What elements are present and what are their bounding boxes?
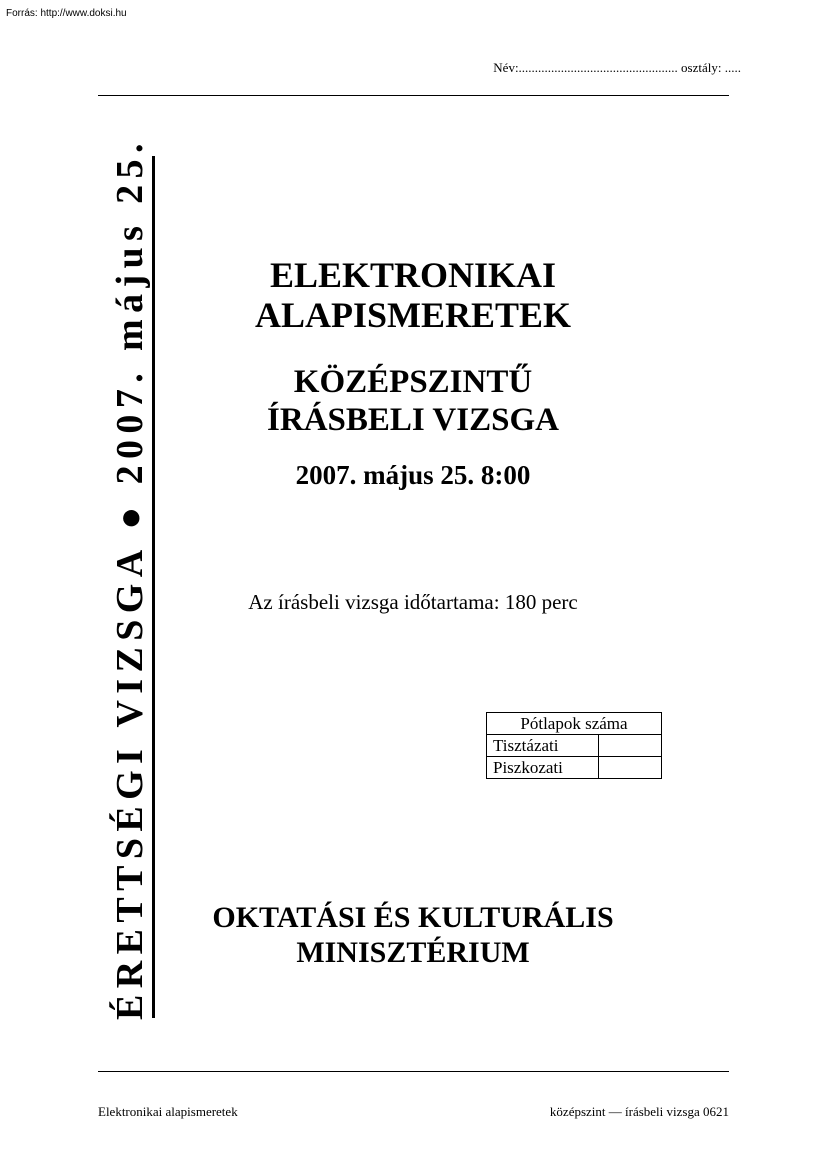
side-label-container [104,137,156,1020]
exam-duration: Az írásbeli vizsga időtartama: 180 perc [248,590,578,614]
ministry-line2: MINISZTÉRIUM [296,936,530,969]
footer-divider [98,1071,729,1072]
exam-level-title [170,363,656,439]
row-value-draft[interactable] [599,757,662,779]
ministry-line1: OKTATÁSI ÉS KULTURÁLIS [212,901,614,934]
row-value-clean[interactable] [599,735,662,757]
exam-date: 2007. május 25. 8:00 [295,460,531,490]
table-row [487,735,662,757]
row-label-clean: Tisztázati [487,735,599,757]
subject-title-line1: ELEKTRONIKAI [269,255,557,295]
row-label-draft: Piszkozati [487,757,599,779]
ministry-name [170,900,656,970]
footer-subject: Elektronikai alapismeretek [98,1104,238,1119]
subject-title [170,255,656,335]
header-divider [98,95,729,96]
extra-sheets-table [486,712,662,779]
extra-sheets-header: Pótlapok száma [487,713,662,735]
source-link: Forrás: http://www.doksi.hu [6,8,127,19]
exam-level-line2: ÍRÁSBELI VIZSGA [267,402,559,438]
name-class-line: Név:................................................. osztály: ..... [493,60,741,75]
exam-level-line1: KÖZÉPSZINTŰ [293,364,533,400]
side-exam-label: ÉRETTSÉGI VIZSGA ● 2007. május 25. [109,137,151,1020]
footer-code: középszint — írásbeli vizsga 0621 [549,1104,729,1119]
table-row [487,757,662,779]
side-label-underline [152,156,155,1018]
subject-title-line2: ALAPISMERETEK [254,295,572,335]
